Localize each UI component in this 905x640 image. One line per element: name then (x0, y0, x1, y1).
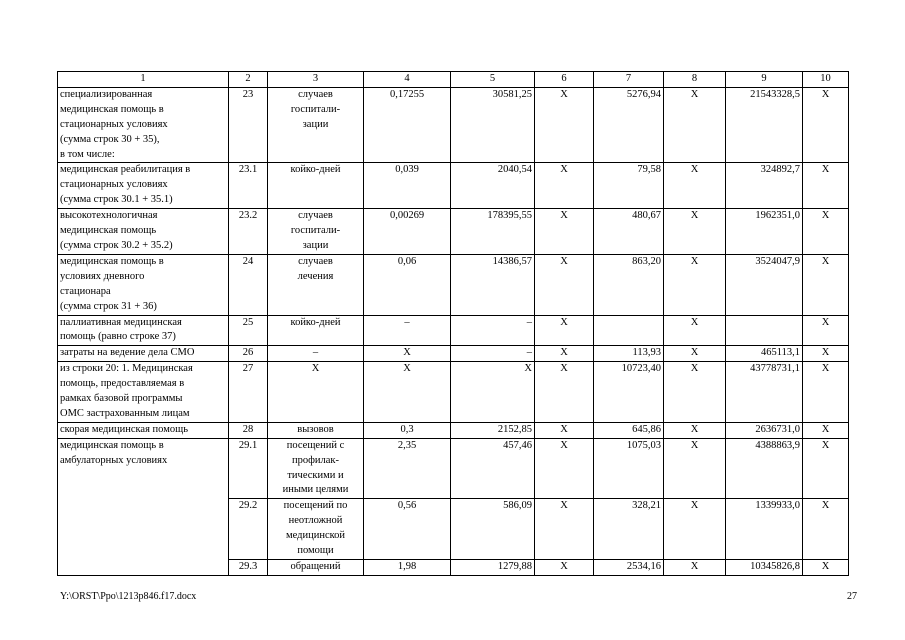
table-cell-col-9 (726, 315, 803, 346)
table-cell-col-6: Х (535, 254, 594, 315)
table-cell-col-8: Х (664, 438, 726, 499)
table-cell-col-3: вызовов (268, 422, 364, 438)
column-number-header: 6 (535, 72, 594, 88)
table-cell-col-1: медицинская помощь в условиях дневного стационара (сумма строк 31 + 36) (58, 254, 229, 315)
column-number-header: 8 (664, 72, 726, 88)
table-row (58, 254, 849, 315)
table-cell-col-7: 645,86 (594, 422, 664, 438)
table-cell-col-7 (594, 315, 664, 346)
table-cell-col-5: 2152,85 (451, 422, 535, 438)
table-cell-col-3: койко-дней (268, 315, 364, 346)
column-number-header: 3 (268, 72, 364, 88)
table-cell-col-7: 480,67 (594, 209, 664, 255)
table-cell-col-2: 27 (229, 362, 268, 423)
table-cell-col-7: 113,93 (594, 346, 664, 362)
table-cell-col-5: 1279,88 (451, 560, 535, 576)
table-cell-col-6: Х (535, 209, 594, 255)
table-cell-col-8: Х (664, 499, 726, 560)
table-cell-col-2: 28 (229, 422, 268, 438)
table-cell-col-10: Х (803, 346, 849, 362)
table-cell-col-8: Х (664, 422, 726, 438)
table-cell-col-2: 29.2 (229, 499, 268, 560)
table-cell-col-4: 0,00269 (364, 209, 451, 255)
table-cell-col-9: 10345826,8 (726, 560, 803, 576)
table-cell-col-3: посещений по неотложной медицинской помощи (268, 499, 364, 560)
table-row (58, 209, 849, 255)
table-cell-col-6: Х (535, 438, 594, 499)
table-cell-col-3: обращений (268, 560, 364, 576)
table-cell-col-4: Х (364, 346, 451, 362)
table-row (58, 163, 849, 209)
table-cell-col-5: 30581,25 (451, 87, 535, 163)
table-cell-col-5: 457,46 (451, 438, 535, 499)
table-cell-col-2: 23 (229, 87, 268, 163)
table-cell-col-3: Х (268, 362, 364, 423)
table-cell-col-1: паллиативная медицинская помощь (равно строке 37) (58, 315, 229, 346)
table-cell-col-10: Х (803, 254, 849, 315)
table-cell-col-6: Х (535, 87, 594, 163)
table-cell-col-10: Х (803, 209, 849, 255)
table-cell-col-2: 23.2 (229, 209, 268, 255)
table-cell-col-8: Х (664, 315, 726, 346)
table-cell-col-2: 29.1 (229, 438, 268, 499)
column-number-header: 5 (451, 72, 535, 88)
table-cell-col-1: затраты на ведение дела СМО (58, 346, 229, 362)
table-cell-col-5: 178395,55 (451, 209, 535, 255)
table-cell-col-9: 2636731,0 (726, 422, 803, 438)
table-cell-col-4: 0,17255 (364, 87, 451, 163)
table-cell-col-6: Х (535, 499, 594, 560)
table-cell-col-3: посещений с профилак- тическими и иными целями (268, 438, 364, 499)
table-cell-col-5: 586,09 (451, 499, 535, 560)
table-cell-col-8: Х (664, 87, 726, 163)
table-cell-col-10: Х (803, 362, 849, 423)
table-cell-col-1: медицинская реабилитация в стационарных условиях (сумма строк 30.1 + 35.1) (58, 163, 229, 209)
table-cell-col-9: 324892,7 (726, 163, 803, 209)
table-cell-col-4: 0,039 (364, 163, 451, 209)
table-cell-col-9: 4388863,9 (726, 438, 803, 499)
table-cell-col-10: Х (803, 163, 849, 209)
table-cell-col-1: медицинская помощь в амбулаторных условиях (58, 438, 229, 575)
table-cell-col-10: Х (803, 87, 849, 163)
table-row (58, 422, 849, 438)
table-cell-col-2: 23.1 (229, 163, 268, 209)
table-cell-col-5: Х (451, 362, 535, 423)
table-cell-col-3: случаев лечения (268, 254, 364, 315)
table-cell-col-8: Х (664, 560, 726, 576)
table-cell-col-9: 43778731,1 (726, 362, 803, 423)
table-cell-col-3: случаев госпитали- зации (268, 87, 364, 163)
table-cell-col-7: 328,21 (594, 499, 664, 560)
table-cell-col-7: 1075,03 (594, 438, 664, 499)
footer-page-number: 27 (847, 591, 857, 602)
table-cell-col-9: 3524047,9 (726, 254, 803, 315)
table-cell-col-7: 863,20 (594, 254, 664, 315)
table-row (58, 87, 849, 163)
table-cell-col-8: Х (664, 163, 726, 209)
table-cell-col-8: Х (664, 362, 726, 423)
table-cell-col-5: – (451, 315, 535, 346)
table-cell-col-6: Х (535, 560, 594, 576)
table-row (58, 362, 849, 423)
table-cell-col-9: 21543328,5 (726, 87, 803, 163)
table-cell-col-3: койко-дней (268, 163, 364, 209)
table-cell-col-6: Х (535, 422, 594, 438)
table-cell-col-10: Х (803, 315, 849, 346)
table-cell-col-7: 2534,16 (594, 560, 664, 576)
table-cell-col-9: 1962351,0 (726, 209, 803, 255)
table-cell-col-7: 5276,94 (594, 87, 664, 163)
table-cell-col-10: Х (803, 438, 849, 499)
table-row (58, 438, 849, 499)
table-cell-col-7: 10723,40 (594, 362, 664, 423)
column-number-header: 2 (229, 72, 268, 88)
table-cell-col-4: 2,35 (364, 438, 451, 499)
table-cell-col-10: Х (803, 422, 849, 438)
column-number-header: 1 (58, 72, 229, 88)
table-cell-col-8: Х (664, 209, 726, 255)
column-number-header: 9 (726, 72, 803, 88)
table-cell-col-4: – (364, 315, 451, 346)
table-cell-col-5: 14386,57 (451, 254, 535, 315)
table-cell-col-2: 26 (229, 346, 268, 362)
table-cell-col-10: Х (803, 560, 849, 576)
table-cell-col-1: скорая медицинская помощь (58, 422, 229, 438)
table-cell-col-4: 0,3 (364, 422, 451, 438)
table-cell-col-7: 79,58 (594, 163, 664, 209)
column-number-header: 10 (803, 72, 849, 88)
table-cell-col-8: Х (664, 346, 726, 362)
table-cell-col-10: Х (803, 499, 849, 560)
table-row (58, 346, 849, 362)
table-cell-col-5: 2040,54 (451, 163, 535, 209)
table-header-row (58, 72, 849, 88)
table-cell-col-1: специализированная медицинская помощь в стационарных условиях (сумма строк 30 + 35), в том числе: (58, 87, 229, 163)
table-cell-col-6: Х (535, 362, 594, 423)
column-number-header: 7 (594, 72, 664, 88)
table-cell-col-6: Х (535, 163, 594, 209)
table-cell-col-4: 0,56 (364, 499, 451, 560)
table-cell-col-3: – (268, 346, 364, 362)
table-cell-col-3: случаев госпитали- зации (268, 209, 364, 255)
table-cell-col-5: – (451, 346, 535, 362)
footer-file-path: Y:\ORST\Ppo\1213p846.f17.docx (60, 591, 197, 602)
table-cell-col-6: Х (535, 346, 594, 362)
table-cell-col-2: 29.3 (229, 560, 268, 576)
table-cell-col-6: Х (535, 315, 594, 346)
table-cell-col-1: из строки 20: 1. Медицинская помощь, предоставляемая в рамках базовой программы ОМС застрахованным лицам (58, 362, 229, 423)
table-cell-col-1: высокотехнологичная медицинская помощь (сумма строк 30.2 + 35.2) (58, 209, 229, 255)
table-cell-col-9: 1339933,0 (726, 499, 803, 560)
table-row (58, 315, 849, 346)
table-cell-col-9: 465113,1 (726, 346, 803, 362)
table-cell-col-4: 0,06 (364, 254, 451, 315)
column-number-header: 4 (364, 72, 451, 88)
table-cell-col-8: Х (664, 254, 726, 315)
table-cell-col-2: 24 (229, 254, 268, 315)
data-table (57, 71, 849, 576)
table-cell-col-2: 25 (229, 315, 268, 346)
table-cell-col-4: 1,98 (364, 560, 451, 576)
table-cell-col-4: Х (364, 362, 451, 423)
